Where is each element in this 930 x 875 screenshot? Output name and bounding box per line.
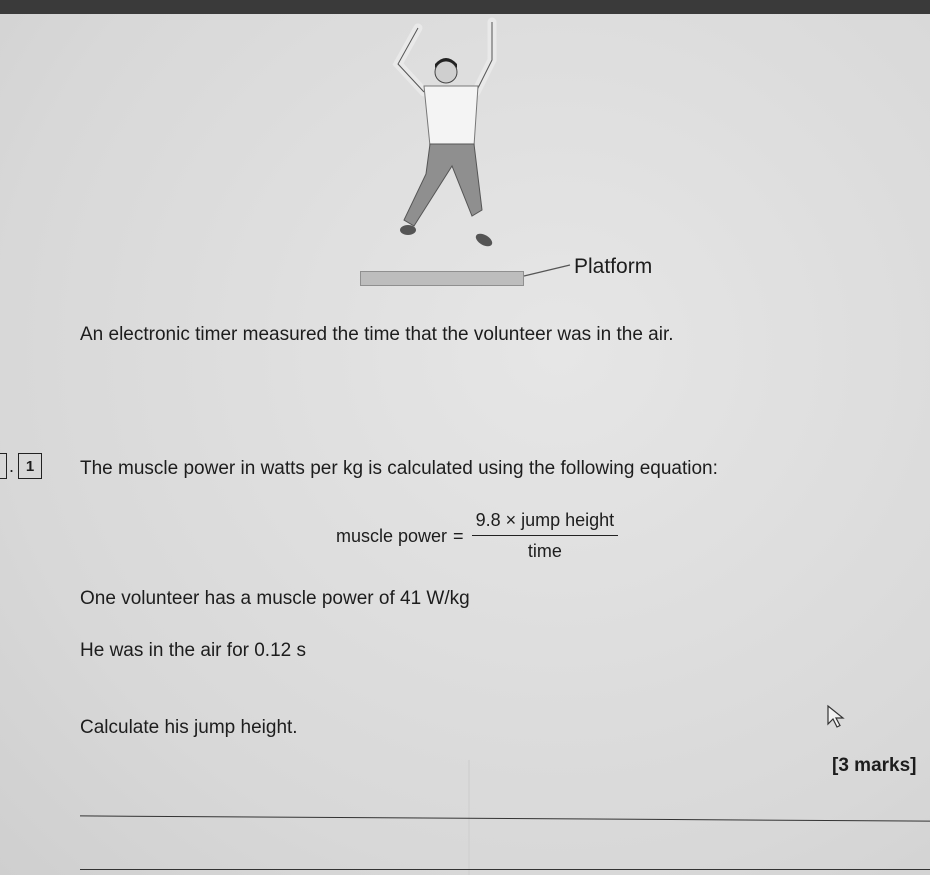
answer-line[interactable] [80, 869, 930, 870]
muscle-power-equation [336, 510, 618, 562]
platform-leader-line [522, 262, 572, 278]
equation-numerator: 9.8 × jump height [472, 510, 619, 536]
jumping-volunteer-illustration [380, 14, 520, 254]
platform-label: Platform [574, 255, 653, 278]
screen-top-bar [0, 0, 930, 14]
answer-line[interactable] [80, 815, 930, 821]
question-subpart-box: 1 [18, 453, 42, 479]
equation-denominator: time [527, 541, 562, 561]
question-number: . 1 [0, 452, 42, 480]
equation-equals: = [453, 525, 464, 546]
task-instruction: Calculate his jump height. [80, 717, 298, 738]
equation-lhs: muscle power [336, 525, 448, 546]
platform-bar [360, 271, 524, 286]
question-number-stub-box [0, 453, 7, 479]
mouse-pointer-icon [826, 704, 846, 730]
given-power: One volunteer has a muscle power of 41 W/kg [80, 588, 470, 609]
intro-sentence: An electronic timer measured the time that the volunteer was in the air. [80, 324, 674, 345]
marks-label: [3 marks] [832, 755, 917, 776]
equation-fraction [472, 510, 619, 562]
given-time: He was in the air for 0.12 s [80, 640, 306, 661]
question-stem: The muscle power in watts per kg is calculated using the following equation: [80, 458, 718, 479]
